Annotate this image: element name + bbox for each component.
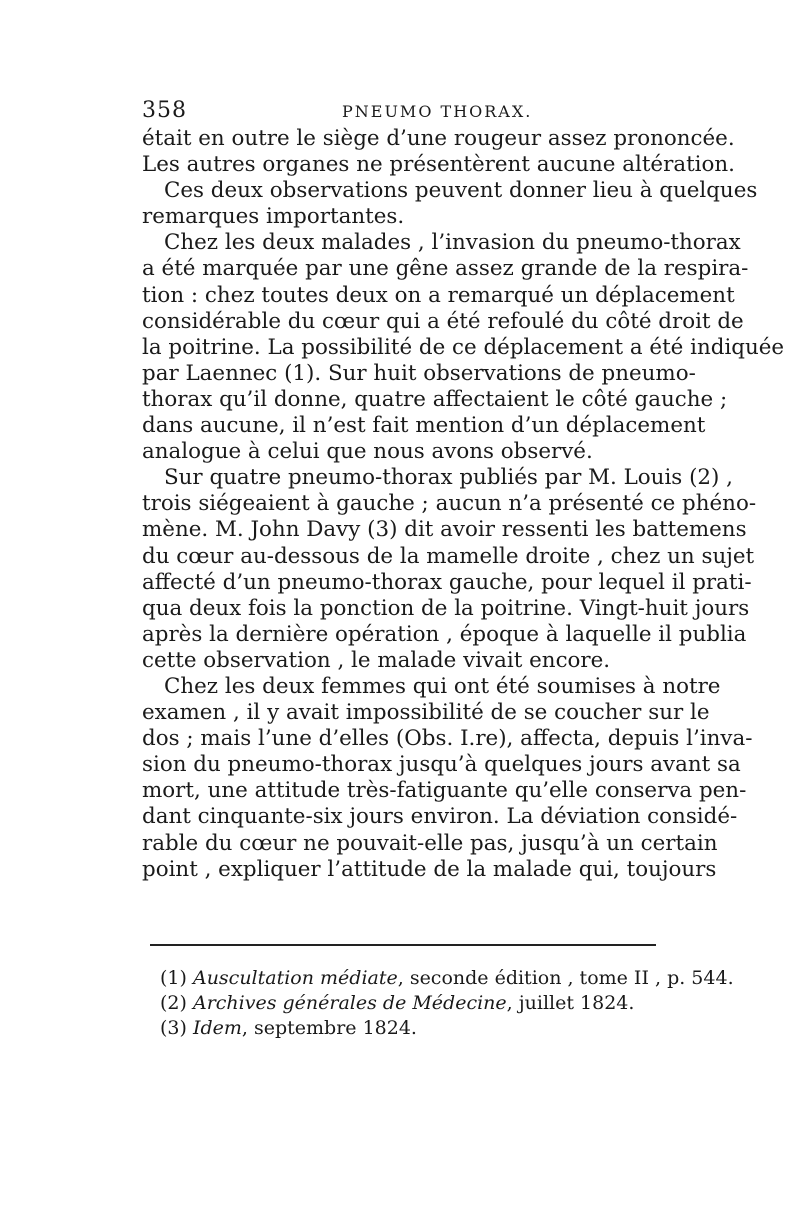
text-line: trois siégeaient à gauche ; aucun n’a présenté ce phéno- — [142, 491, 757, 517]
text-line: a été marquée par une gêne assez grande de la respira- — [142, 256, 749, 282]
text-line: dos ; mais l’une d’elles (Obs. I.re), affecta, depuis l’inva- — [142, 726, 753, 752]
footnote-marker: (1) — [160, 967, 187, 989]
footnote-marker: (2) — [160, 992, 187, 1014]
footnote-title: Archives générales de Médecine — [192, 992, 507, 1014]
text-line: tion : chez toutes deux on a remarqué un déplacement — [142, 282, 735, 308]
footnote-text: , septembre 1824. — [241, 1017, 417, 1039]
text-line: Ces deux observations peuvent donner lieu à quelques — [164, 178, 758, 204]
footnote-marker: (3) — [160, 1017, 187, 1039]
paragraph — [142, 465, 757, 674]
text-line: sion du pneumo-thorax jusqu’à quelques jours avant sa — [142, 752, 741, 778]
footnotes — [160, 966, 734, 1041]
text-line: Chez les deux malades , l’invasion du pneumo-thorax — [164, 230, 741, 256]
text-line: remarques importantes. — [142, 204, 405, 230]
text-line: qua deux fois la ponction de la poitrine. Vingt-huit jours — [142, 595, 750, 621]
page-number: 358 — [142, 98, 187, 123]
page-header — [142, 98, 658, 128]
footnote-text: , juillet 1824. — [506, 992, 635, 1014]
paragraph — [142, 178, 758, 230]
text-line: analogue à celui que nous avons observé. — [142, 439, 593, 465]
footnote — [160, 991, 660, 1016]
text-line: considérable du cœur qui a été refoulé du côté droit de — [142, 308, 744, 334]
text-line: dant cinquante-six jours environ. La déviation considé- — [142, 804, 738, 830]
footnote — [160, 966, 734, 991]
text-line: mort, une attitude très-fatiguante qu’elle conserva pen- — [142, 778, 747, 804]
text-line: après la dernière opération , époque à laquelle il publia — [142, 621, 747, 647]
text-line: Sur quatre pneumo-thorax publiés par M. Louis (2) , — [164, 465, 733, 491]
paragraph — [142, 673, 753, 883]
text-line: Les autres organes ne présentèrent aucune altération. — [142, 152, 735, 178]
footnote-rule — [150, 944, 656, 946]
footnote-title: Auscultation médiate — [192, 967, 398, 989]
text-line: dans aucune, il n’est fait mention d’un déplacement — [142, 413, 706, 439]
text-line: affecté d’un pneumo-thorax gauche, pour lequel il prati- — [142, 569, 752, 595]
text-line: la poitrine. La possibilité de ce déplacement a été indiquée — [142, 334, 785, 360]
footnote — [160, 1016, 660, 1041]
text-line: thorax qu’il donne, quatre affectaient le côté gauche ; — [142, 386, 728, 412]
text-line: cette observation , le malade vivait encore. — [142, 647, 611, 673]
text-line: examen , il y avait impossibilité de se coucher sur le — [142, 700, 710, 726]
text-line: rable du cœur ne pouvait-elle pas, jusqu’à un certain — [142, 830, 718, 856]
text-line: point , expliquer l’attitude de la malade qui, toujours — [142, 856, 717, 882]
text-line: Chez les deux femmes qui ont été soumises à notre — [164, 673, 721, 699]
text-line: mène. M. John Davy (3) dit avoir ressenti les battemens — [142, 517, 747, 543]
body-text — [142, 126, 785, 883]
paragraph — [142, 230, 785, 465]
footnote-text: , seconde édition , tome II , p. 544. — [397, 967, 734, 989]
footnote-title: Idem — [192, 1017, 242, 1039]
running-title: PNEUMO THORAX. — [342, 102, 533, 121]
text-line: du cœur au-dessous de la mamelle droite , chez un sujet — [142, 543, 755, 569]
paragraph — [142, 126, 735, 178]
text-line: était en outre le siège d’une rougeur assez prononcée. — [142, 126, 735, 151]
text-line: par Laennec (1). Sur huit observations de pneumo- — [142, 360, 696, 386]
